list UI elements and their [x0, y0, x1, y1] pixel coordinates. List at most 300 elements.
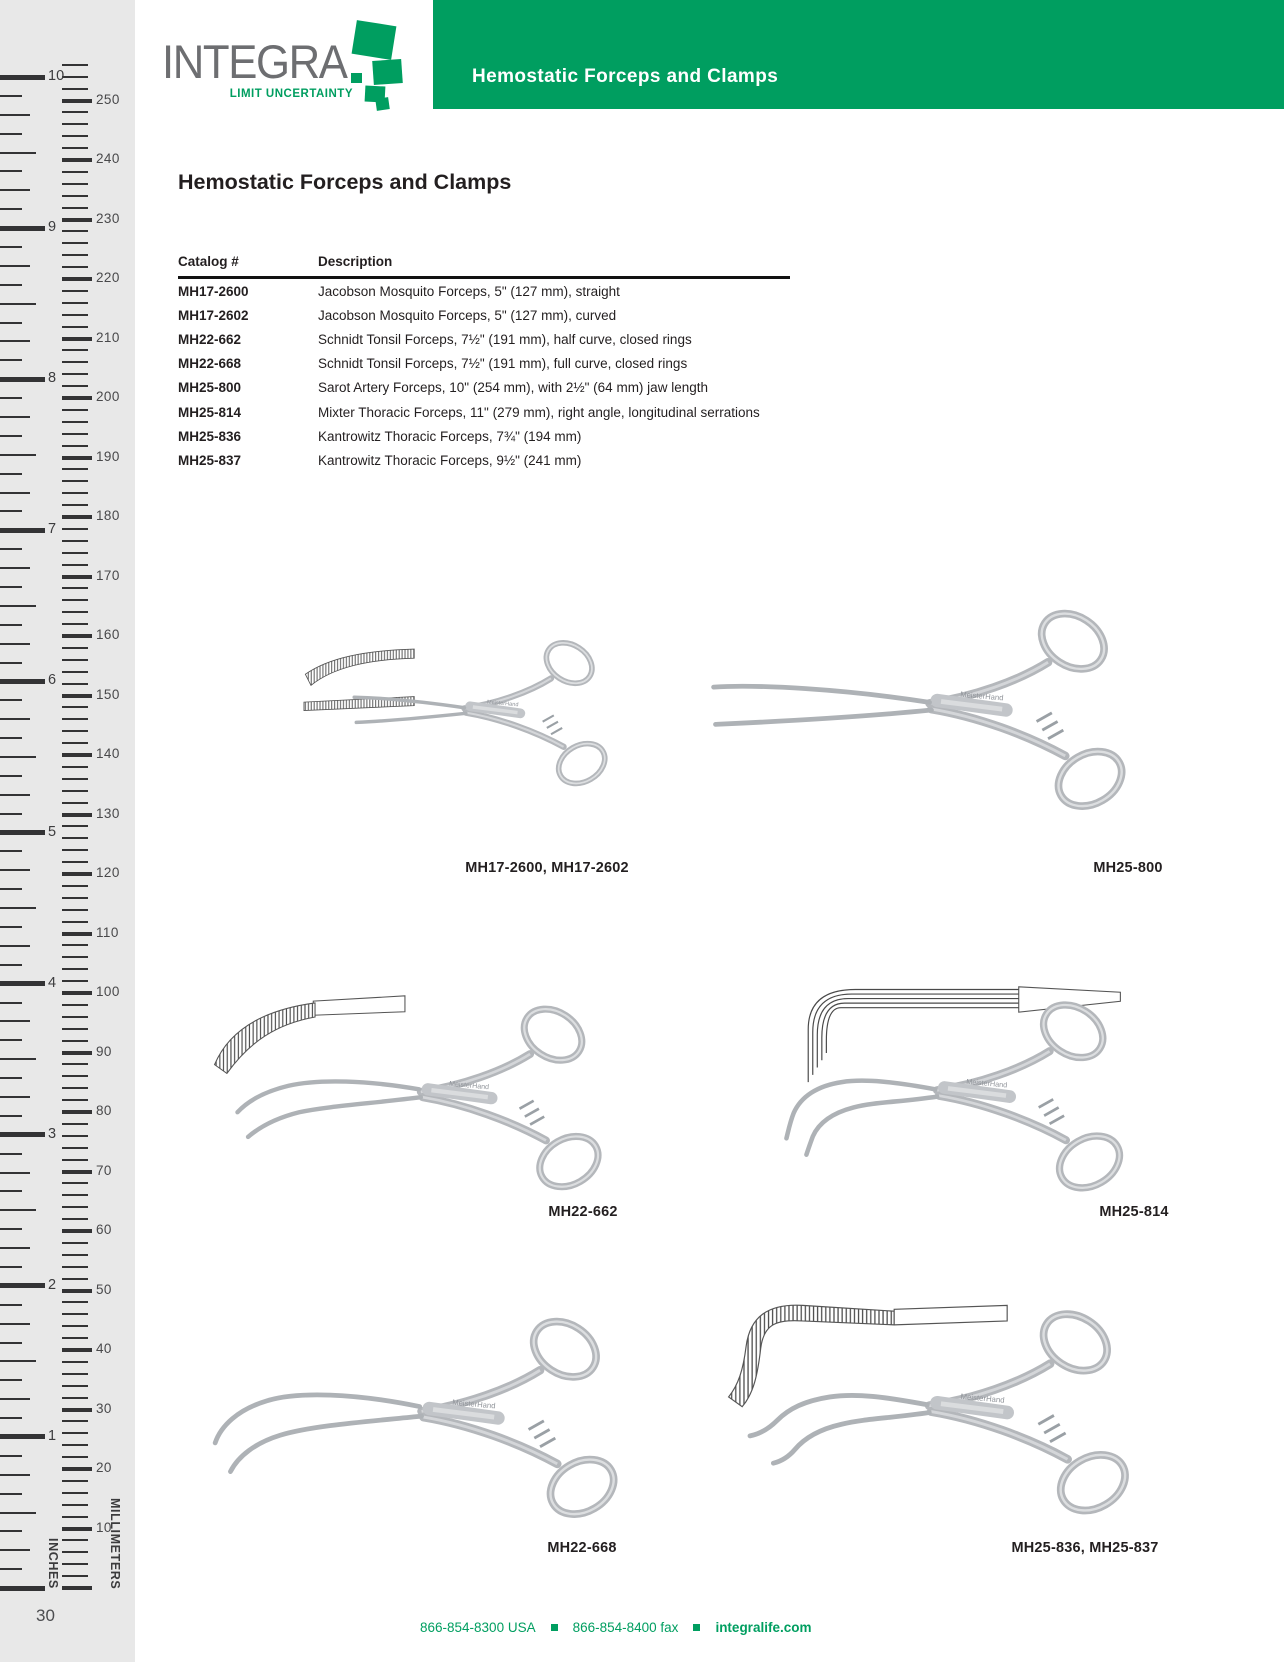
catalog-number-cell: MH22-668: [178, 356, 242, 372]
ruler-tick-inch: [0, 284, 22, 286]
ruler-mm-number: 250: [96, 91, 120, 107]
ruler-tick-inch: [0, 643, 30, 645]
ruler-tick-inch: [0, 397, 22, 399]
ruler-tick-mm: [62, 504, 88, 506]
ruler-tick-inch: [0, 1096, 30, 1098]
catalog-number-cell: MH17-2600: [178, 283, 249, 299]
product-image-mh25-814: [688, 975, 1168, 1220]
ruler-tick-mm: [62, 1373, 88, 1375]
ruler-mm-number: 220: [96, 270, 120, 285]
ruler-mm-number: 140: [96, 746, 120, 761]
ruler-tick-mm: [62, 956, 88, 958]
ruler-tick-mm: [62, 1194, 88, 1196]
ruler-inch-number: 2: [48, 1276, 57, 1293]
ruler-tick-mm: [62, 825, 88, 827]
ruler-tick-mm: [62, 195, 88, 197]
ruler-mm-number: 40: [96, 1341, 112, 1356]
page-title: Hemostatic Forceps and Clamps: [178, 170, 512, 194]
ruler-tick-mm: [62, 266, 88, 268]
ruler-tick-inch: [0, 586, 22, 588]
ruler-tick-inch: [0, 1568, 22, 1570]
instrument-marking: MeisterHand: [451, 1397, 496, 1411]
product-caption: MH25-836, MH25-837: [1011, 1540, 1159, 1556]
ruler-tick-mm: [62, 991, 92, 995]
ruler-mm-number: 190: [96, 448, 120, 464]
ruler-tick-inch: [0, 454, 36, 456]
description-cell: Kantrowitz Thoracic Forceps, 9½" (241 mm): [318, 452, 582, 468]
ruler-tick-inch: [0, 510, 22, 512]
ruler-tick-mm: [62, 1016, 88, 1018]
ruler-tick-mm: [62, 254, 88, 256]
ruler-tick-inch: [0, 794, 30, 796]
ruler-tick-mm: [62, 872, 92, 876]
column-header-description: Description: [318, 254, 790, 278]
ruler-tick-inch: [0, 662, 22, 664]
ruler-mm-number: 120: [96, 865, 120, 880]
ruler-tick-mm: [62, 302, 88, 304]
ruler-tick-mm: [62, 1527, 92, 1531]
ruler-tick-mm: [62, 683, 88, 685]
ruler-tick-inch: [0, 473, 22, 475]
ruler-inch-number: 6: [48, 672, 57, 689]
logo-tagline: LIMIT UNCERTAINTY: [229, 88, 353, 100]
ruler-tick-inch: [0, 1455, 22, 1457]
ruler-tick-mm: [62, 575, 92, 579]
ruler-tick-inch: [0, 869, 30, 871]
instrument-marking: MeisterHand: [960, 1391, 1005, 1405]
ruler-tick-inch: [0, 1228, 22, 1230]
ruler-tick-inch: [0, 95, 22, 97]
ruler-tick-mm: [62, 802, 88, 804]
ruler-tick-inch: [0, 1153, 22, 1155]
ruler-tick-mm: [62, 171, 88, 173]
catalog-number-cell: MH25-814: [178, 404, 242, 420]
ruler-tick-mm: [62, 1480, 88, 1482]
ruler-tick-mm: [62, 1408, 92, 1412]
ruler-tick-mm: [62, 468, 88, 470]
ruler-tick-mm: [62, 599, 88, 601]
product-caption: MH17-2600, MH17-2602: [465, 860, 629, 876]
ruler-tick-inch: [0, 567, 30, 569]
ruler-tick-mm: [62, 944, 88, 946]
ruler-tick-inch: [0, 1549, 30, 1551]
ruler-tick-mm: [62, 1575, 88, 1577]
ruler-tick-mm: [62, 1147, 88, 1149]
ruler-tick-mm: [62, 147, 88, 149]
ruler-tick-mm: [62, 349, 88, 351]
ruler-tick-inch: [0, 435, 22, 437]
ruler-tick-inch: [0, 1209, 36, 1211]
ruler-tick-mm: [62, 1420, 88, 1422]
ruler-tick-mm: [62, 634, 92, 638]
header-bar: [433, 0, 1284, 109]
header-bar-title: Hemostatic Forceps and Clamps: [472, 66, 779, 87]
table-row: [178, 400, 790, 424]
ruler-inches-label: INCHES: [46, 1538, 60, 1589]
instrument-marking: MeisterHand: [448, 1080, 490, 1092]
ruler-tick-inch: [0, 75, 45, 80]
ruler-mm-number: 160: [96, 627, 120, 642]
ruler-tick-mm: [62, 1325, 88, 1327]
ruler-tick-inch: [0, 246, 22, 248]
ruler-tick-mm: [62, 1159, 88, 1161]
ruler-tick-inch: [0, 1020, 30, 1022]
ruler-tick-inch: [0, 1493, 22, 1495]
ruler-tick-mm: [62, 718, 88, 720]
ruler-tick-mm: [62, 909, 88, 911]
ruler-tick-inch: [0, 265, 30, 267]
ruler-tick-mm: [62, 111, 88, 113]
catalog-number-cell: MH22-662: [178, 331, 242, 347]
ruler-tick-mm: [62, 813, 92, 817]
ruler-mm-number: 50: [96, 1281, 112, 1297]
ruler-tick-mm: [62, 1242, 88, 1244]
ruler-tick-mm: [62, 445, 88, 447]
ruler-tick-mm: [62, 1028, 88, 1030]
ruler-tick-mm: [62, 1229, 92, 1233]
catalog-table-rows: [178, 278, 790, 473]
ruler-tick-mm: [62, 587, 88, 589]
ruler-mm-number: 150: [96, 686, 120, 702]
jaw-detail-curved: [305, 649, 414, 685]
ruler-tick-inch: [0, 303, 36, 305]
ruler-tick-inch: [0, 322, 22, 324]
ruler-tick-mm: [62, 396, 92, 400]
ruler-tick-inch: [0, 226, 45, 231]
description-cell: Mixter Thoracic Forceps, 11" (279 mm), right angle, longitudinal serrations: [318, 404, 760, 420]
ruler-tick-mm: [62, 694, 92, 698]
catalog-table: [178, 254, 790, 473]
page-number: 30: [36, 1606, 55, 1625]
ruler-inch-number: 10: [48, 68, 65, 84]
product-image-mh17: [290, 588, 625, 840]
ruler-inch-number: 1: [48, 1427, 57, 1444]
ruler-tick-mm: [62, 409, 88, 411]
ruler-inch-number: 8: [48, 370, 57, 387]
ruler-tick-inch: [0, 208, 22, 210]
ruler-tick-mm: [62, 849, 88, 851]
ruler-tick-inch: [0, 1417, 22, 1419]
ruler-tick-mm: [62, 421, 88, 423]
ruler-tick-mm: [62, 753, 92, 757]
ruler-tick-inch: [0, 1342, 22, 1344]
description-cell: Schnidt Tonsil Forceps, 7½" (191 mm), full curve, closed rings: [318, 356, 688, 372]
product-caption: MH22-662: [548, 1204, 618, 1220]
ruler-tick-inch: [0, 1283, 45, 1288]
ruler-tick-inch: [0, 1304, 22, 1306]
ruler-tick-mm: [62, 373, 88, 375]
ruler-tick-mm: [62, 564, 88, 566]
ruler-inch-number: 9: [48, 219, 57, 236]
ruler-tick-inch: [0, 1132, 45, 1137]
ruler-tick-mm: [62, 337, 92, 341]
ruler-mm-number: 200: [96, 389, 120, 404]
ruler-tick-inch: [0, 1512, 36, 1514]
ruler-tick-mm: [62, 1289, 92, 1293]
ruler-tick-mm: [62, 1539, 88, 1541]
ruler-mm-number: 210: [96, 329, 120, 345]
ruler-tick-inch: [0, 1058, 36, 1060]
description-cell: Sarot Artery Forceps, 10" (254 mm), with 2½" (64 mm) jaw length: [318, 380, 708, 396]
ruler-tick-inch: [0, 830, 45, 835]
ruler-tick-inch: [0, 1266, 22, 1268]
ruler-inch-number: 4: [48, 974, 57, 991]
footer-fax: 866-854-8400 fax: [572, 1620, 679, 1635]
ruler-tick-inch: [0, 679, 45, 684]
ruler-tick-inch: [0, 170, 22, 172]
ruler-tick-mm: [62, 932, 92, 936]
ruler-tick-mm: [62, 1397, 88, 1399]
ruler-mm-number: 240: [96, 151, 120, 166]
ruler-tick-inch: [0, 1247, 30, 1249]
ruler-tick-mm: [62, 1182, 88, 1184]
product-image-mh22-662: [172, 980, 652, 1218]
ruler-tick-mm: [62, 123, 88, 125]
ruler-tick-mm: [62, 230, 88, 232]
ruler-tick-inch: [0, 377, 45, 382]
logo-square-icon: [375, 97, 390, 111]
footer-bullet-icon: [693, 1624, 700, 1631]
description-cell: Kantrowitz Thoracic Forceps, 7¾" (194 mm): [318, 428, 582, 444]
ruler-tick-inch: [0, 1077, 22, 1079]
ruler-tick-mm: [62, 1563, 88, 1565]
ruler-tick-inch: [0, 1474, 30, 1476]
ruler-mm-number: 100: [96, 984, 120, 999]
ruler-tick-mm: [62, 1337, 88, 1339]
ruler-mm-number: 30: [96, 1400, 112, 1416]
instrument-marking: MeisterHand: [486, 699, 519, 709]
product-caption: MH25-814: [1099, 1204, 1169, 1220]
ruler-mm-number: 110: [96, 924, 119, 940]
ruler-tick-mm: [62, 742, 88, 744]
ruler-tick-mm: [62, 790, 88, 792]
table-row: [178, 327, 790, 351]
footer-bullet-icon: [551, 1624, 558, 1631]
ruler-mm-number: 230: [96, 210, 120, 226]
ruler-tick-mm: [62, 1551, 88, 1553]
ruler-tick-inch: [0, 756, 36, 758]
ruler-tick-mm: [62, 1110, 92, 1114]
ruler-tick-mm: [62, 1051, 92, 1055]
product-image-mh25-836: [672, 1282, 1167, 1545]
table-row: [178, 278, 790, 304]
ruler-tick-inch: [0, 528, 45, 533]
ruler-tick-inch: [0, 964, 22, 966]
ruler-mm-number: 10: [96, 1519, 112, 1535]
ruler-tick-mm: [62, 1492, 88, 1494]
ruler-tick-mm: [62, 1361, 88, 1363]
ruler-tick-inch: [0, 737, 22, 739]
ruler-inch-number: 7: [48, 521, 57, 538]
logo-dot-icon: [351, 73, 362, 83]
description-cell: Jacobson Mosquito Forceps, 5" (127 mm), straight: [318, 283, 620, 299]
ruler-tick-mm: [62, 64, 88, 66]
ruler-tick-mm: [62, 277, 92, 281]
ruler-tick-mm: [62, 135, 88, 137]
jaw-detail-hook: [729, 1305, 895, 1406]
ruler-tick-inch: [0, 1323, 30, 1325]
ruler-tick-mm: [62, 921, 88, 923]
ruler-tick-inch: [0, 1190, 22, 1192]
ruler-tick-mm: [62, 671, 88, 673]
ruler-tick-inch: [0, 152, 36, 154]
ruler-tick-mm: [62, 885, 88, 887]
ruler-mm-number: 170: [96, 567, 120, 583]
catalog-number-cell: MH25-836: [178, 428, 242, 444]
ruler-tick-mm: [62, 1504, 88, 1506]
jaw-detail-curved: [215, 1003, 315, 1074]
ruler-tick-inch: [0, 548, 22, 550]
ruler-tick-mm: [62, 1206, 88, 1208]
ruler-tick-inch: [0, 1360, 36, 1362]
table-header-row: [178, 254, 790, 278]
ruler-tick-inch: [0, 1115, 22, 1117]
ruler-tick-inch: [0, 907, 36, 909]
instrument-marking: MeisterHand: [965, 1076, 1008, 1090]
ruler-tick-inch: [0, 850, 22, 852]
ruler-tick-mm: [62, 1586, 92, 1590]
ruler-tick-inch: [0, 981, 45, 986]
table-row: [178, 424, 790, 448]
ruler-tick-mm: [62, 611, 88, 613]
logo-square-icon: [352, 20, 397, 60]
description-cell: Jacobson Mosquito Forceps, 5" (127 mm), curved: [318, 307, 617, 323]
ruler-tick-mm: [62, 623, 88, 625]
ruler-tick-mm: [62, 1516, 88, 1518]
ruler-tick-inch: [0, 189, 30, 191]
ruler-tick-mm: [62, 1432, 88, 1434]
ruler-mm-number: 130: [96, 805, 120, 821]
ruler-tick-mm: [62, 1099, 88, 1101]
ruler-tick-mm: [62, 1087, 88, 1089]
ruler-tick-mm: [62, 1266, 88, 1268]
ruler-tick-mm: [62, 1170, 92, 1174]
ruler-millimeters-label: MILLIMETERS: [108, 1498, 122, 1590]
ruler-mm-number: 180: [96, 508, 120, 523]
ruler-tick-mm: [62, 1467, 92, 1471]
logo-square-icon: [372, 59, 403, 85]
ruler-tick-inch: [0, 1002, 22, 1004]
ruler-tick-mm: [62, 1313, 88, 1315]
ruler-tick-inch: [0, 605, 36, 607]
ruler-inch-number: 3: [48, 1125, 57, 1142]
ruler-tick-inch: [0, 1586, 45, 1591]
ruler-tick-mm: [62, 1004, 88, 1006]
ruler-tick-mm: [62, 1218, 88, 1220]
ruler-tick-mm: [62, 1040, 88, 1042]
ruler-tick-mm: [62, 980, 88, 982]
ruler-tick-mm: [62, 552, 88, 554]
ruler-mm-number: 60: [96, 1222, 112, 1237]
product-caption: MH25-800: [1093, 860, 1163, 876]
jaw-detail-right-angle: [808, 990, 1019, 1083]
instrument-marking: MeisterHand: [959, 689, 1004, 703]
logo-wordmark: INTEGRA: [162, 35, 347, 88]
ruler-tick-mm: [62, 1123, 88, 1125]
description-cell: Schnidt Tonsil Forceps, 7½" (191 mm), half curve, closed rings: [318, 331, 692, 347]
table-row: [178, 376, 790, 400]
ruler-tick-inch: [0, 1039, 22, 1041]
ruler-tick-mm: [62, 385, 88, 387]
footer-website: integralife.com: [715, 1620, 812, 1635]
ruler-tick-mm: [62, 242, 88, 244]
ruler-tick-mm: [62, 88, 88, 90]
ruler-tick-mm: [62, 1301, 88, 1303]
ruler-tick-mm: [62, 1385, 88, 1387]
ruler-tick-mm: [62, 1278, 88, 1280]
footer-phone: 866-854-8300 USA: [420, 1620, 536, 1635]
ruler-tick-inch: [0, 813, 22, 815]
ruler-tick-mm: [62, 1254, 88, 1256]
ruler-tick-mm: [62, 1063, 88, 1065]
catalog-number-cell: MH25-837: [178, 452, 242, 468]
ruler-mm-number: 80: [96, 1103, 112, 1118]
ruler-tick-mm: [62, 730, 88, 732]
ruler-tick-mm: [62, 968, 88, 970]
product-image-mh22-668: [172, 1290, 652, 1548]
product-caption: MH22-668: [547, 1540, 617, 1556]
ruler-tick-inch: [0, 416, 30, 418]
ruler-tick-inch: [0, 718, 30, 720]
ruler-tick-mm: [62, 326, 88, 328]
ruler-tick-mm: [62, 361, 88, 363]
ruler-tick-inch: [0, 1172, 30, 1174]
ruler-tick-mm: [62, 456, 92, 460]
table-row: [178, 448, 790, 472]
ruler-inch-number: 5: [48, 823, 57, 840]
ruler-tick-mm: [62, 314, 88, 316]
ruler-mm-number: 20: [96, 1460, 112, 1475]
ruler-tick-inch: [0, 133, 22, 135]
ruler-tick-inch: [0, 945, 30, 947]
ruler-tick-mm: [62, 766, 88, 768]
ruler-tick-mm: [62, 492, 88, 494]
ruler-tick-inch: [0, 624, 22, 626]
ruler-tick-mm: [62, 837, 88, 839]
ruler-tick-mm: [62, 659, 88, 661]
table-row: [178, 303, 790, 327]
catalog-number-cell: MH17-2602: [178, 307, 249, 323]
footer: [420, 1620, 811, 1635]
ruler-tick-mm: [62, 528, 88, 530]
ruler-tick-mm: [62, 207, 88, 209]
ruler-tick-mm: [62, 480, 88, 482]
ruler-tick-inch: [0, 1379, 22, 1381]
ruler-tick-mm: [62, 778, 88, 780]
ruler-tick-mm: [62, 706, 88, 708]
ruler-tick-mm: [62, 99, 92, 103]
ruler-tick-mm: [62, 1075, 88, 1077]
ruler-tick-inch: [0, 1434, 45, 1439]
ruler-tick-mm: [62, 1456, 88, 1458]
ruler-tick-mm: [62, 515, 92, 519]
ruler-tick-inch: [0, 926, 22, 928]
ruler-tick-mm: [62, 218, 92, 222]
ruler-mm-number: 90: [96, 1043, 112, 1059]
ruler-tick-mm: [62, 290, 88, 292]
ruler-tick-mm: [62, 540, 88, 542]
ruler-tick-inch: [0, 492, 30, 494]
ruler-tick-inch: [0, 1530, 22, 1532]
ruler-tick-inch: [0, 359, 22, 361]
ruler-tick-mm: [62, 861, 88, 863]
ruler-tick-inch: [0, 775, 22, 777]
ruler-tick-mm: [62, 1135, 88, 1137]
product-image-mh25-800: [675, 582, 1165, 840]
ruler-tick-mm: [62, 433, 88, 435]
ruler-tick-inch: [0, 699, 22, 701]
ruler-tick-mm: [62, 158, 92, 162]
